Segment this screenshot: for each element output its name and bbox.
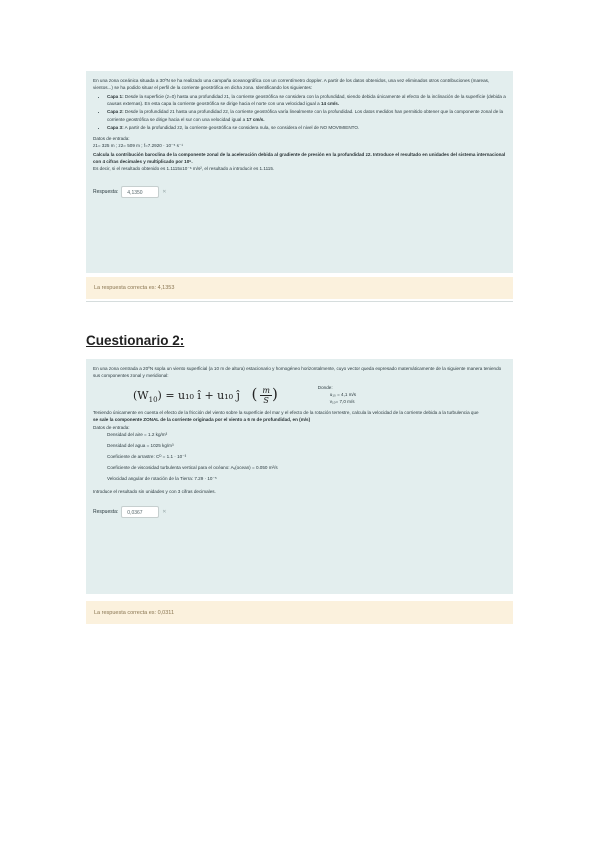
q2-wind-equation: $(W_{10}) = u_{10}$ î + u₁₀ ĵ ( $\frac{m}{S}$ )	[133, 384, 278, 406]
q2-donde	[318, 384, 356, 405]
q2-answer-input[interactable]: 0,0367	[121, 506, 159, 518]
q1-layer-3: • Capa 3: A partir de la profundidad z2, la corriente geostrófica se considera nula, se considera el nivel de NO MOVIMIENTO.	[107, 124, 506, 131]
q1-layer-2: • Capa 2: Desde la profundidad z1 hasta una profundidad z2, la corriente geostrófica varía linealmente con la profundidad. Los datos medidos han permitido obtener que la componente zonal de la corriente geostrófica se dirige hacia el sur con una velocidad igual a 17 cm/s.	[107, 108, 506, 122]
q2-dato: Densidad del aire = 1.2 kg/m³	[107, 431, 168, 437]
q1-feedback-text: La respuesta correcta es: 4,1353	[94, 285, 175, 291]
q2-answer-row	[93, 506, 506, 518]
q2-answer-label: Respuesta:	[93, 508, 119, 515]
q2-datos-list	[107, 431, 506, 483]
q1-intro: En una zona oceánica situada a 30ºN se ha realizado una campaña oceanográfica con un correntímetro doppler. A partir de los datos obtenidos, una vez eliminados otros contribuciones (mareas, vientos...) se ha podido situar el perfil de la corriente geostrófica en dicha zona. Identificando los siguientes:	[93, 78, 490, 91]
q2-equation-row	[133, 384, 506, 405]
q2-intro: En una zona centrada a 20ºN sopla un viento superficial (a 10 m de altura) estacionario y homogéneo horizontalmente, cuyo vector queda expresado matemáticamente de la siguiente manera teniendo sus componentes zonal y meridional:	[93, 366, 502, 379]
q2-dato: Densidad del agua = 1025 kg/m³	[107, 442, 174, 448]
q2-feedback-text: La respuesta correcta es: 0,0311	[94, 609, 175, 616]
question-2-box	[86, 359, 513, 594]
q1-answer-row	[93, 186, 506, 198]
q2-incorrect-icon: ✕	[162, 508, 167, 515]
q2-datos-label: Datos de entrada:	[93, 424, 130, 430]
q1-ejemplo: Es decir, si el resultado obtenido es 1.1115x10⁻⁶ m/s², el resultado a introducir es 1.1115.	[93, 166, 275, 172]
q1-layer-list	[93, 93, 506, 131]
q2-donde-label: Donde:	[317, 385, 333, 391]
questionnaire-2-heading: Cuestionario 2:	[86, 333, 185, 348]
q2-donde-v: v₁₀= 7,0 m/s	[329, 399, 355, 405]
q1-incorrect-icon: ✕	[162, 189, 167, 196]
q1-answer-label: Respuesta:	[93, 189, 119, 196]
q1-divider	[86, 301, 513, 302]
q2-introduce: Introduce el resultado sin unidades y con 3 cifras decimales.	[93, 489, 216, 495]
q2-dato: Coeficiente de arrastre: Cᴰ = 1.1 · 10⁻³	[107, 454, 187, 460]
q2-feedback	[86, 601, 513, 624]
q1-feedback	[86, 277, 513, 299]
q2-calcula: se sale la componente ZONAL de la corriente originada por el viento a 6 m de profundidad, en (m/s)	[93, 416, 311, 422]
question-1-box	[86, 71, 513, 273]
q2-teniendo: Teniendo únicamente en cuenta el efecto de la fricción del viento sobre la superficie del mar y el efecto de la rotación terrestre, calcula la velocidad de la corriente debida a la turbulencia que	[93, 409, 479, 415]
q1-answer-input[interactable]: 4,1350	[121, 186, 159, 198]
q2-dato: Coeficiente de viscosidad turbulenta vertical para el océano: Aᵥ(ocean) = 0.050 m²/s	[107, 465, 278, 471]
q1-datos: z1= 325 m ; z2= 509 m ; f=7.2920 · 10⁻⁵ s⁻¹	[93, 142, 183, 148]
q1-datos-label: Datos de entrada:	[93, 135, 130, 141]
q1-layer-1: • Capa 1: Desde la superficie (z=0) hasta una profundidad z1, la corriente geostrófica se considera con la profundidad, siendo debida únicamente al efecto de la inclinación de la superficie (debida a causas externas). En esta capa la corriente geostrófica se dirige hacia el norte con una velocidad igual a 14 cm/s.	[107, 93, 506, 107]
q2-donde-u: u₁₀ = 4,1 m/s	[329, 392, 357, 398]
q2-dato: Velocidad angular de rotación de la Tierra: 7.29 · 10⁻⁵	[107, 476, 217, 482]
q1-calcula: Calcula la contribución baroclina de la componente zonal de la aceleración debida al gradiente de presión en la profundidad z2. Introduce el resultado en unidades del sistema internacional con 4 cifras decimales y multiplicado por 10⁶.	[93, 151, 506, 165]
